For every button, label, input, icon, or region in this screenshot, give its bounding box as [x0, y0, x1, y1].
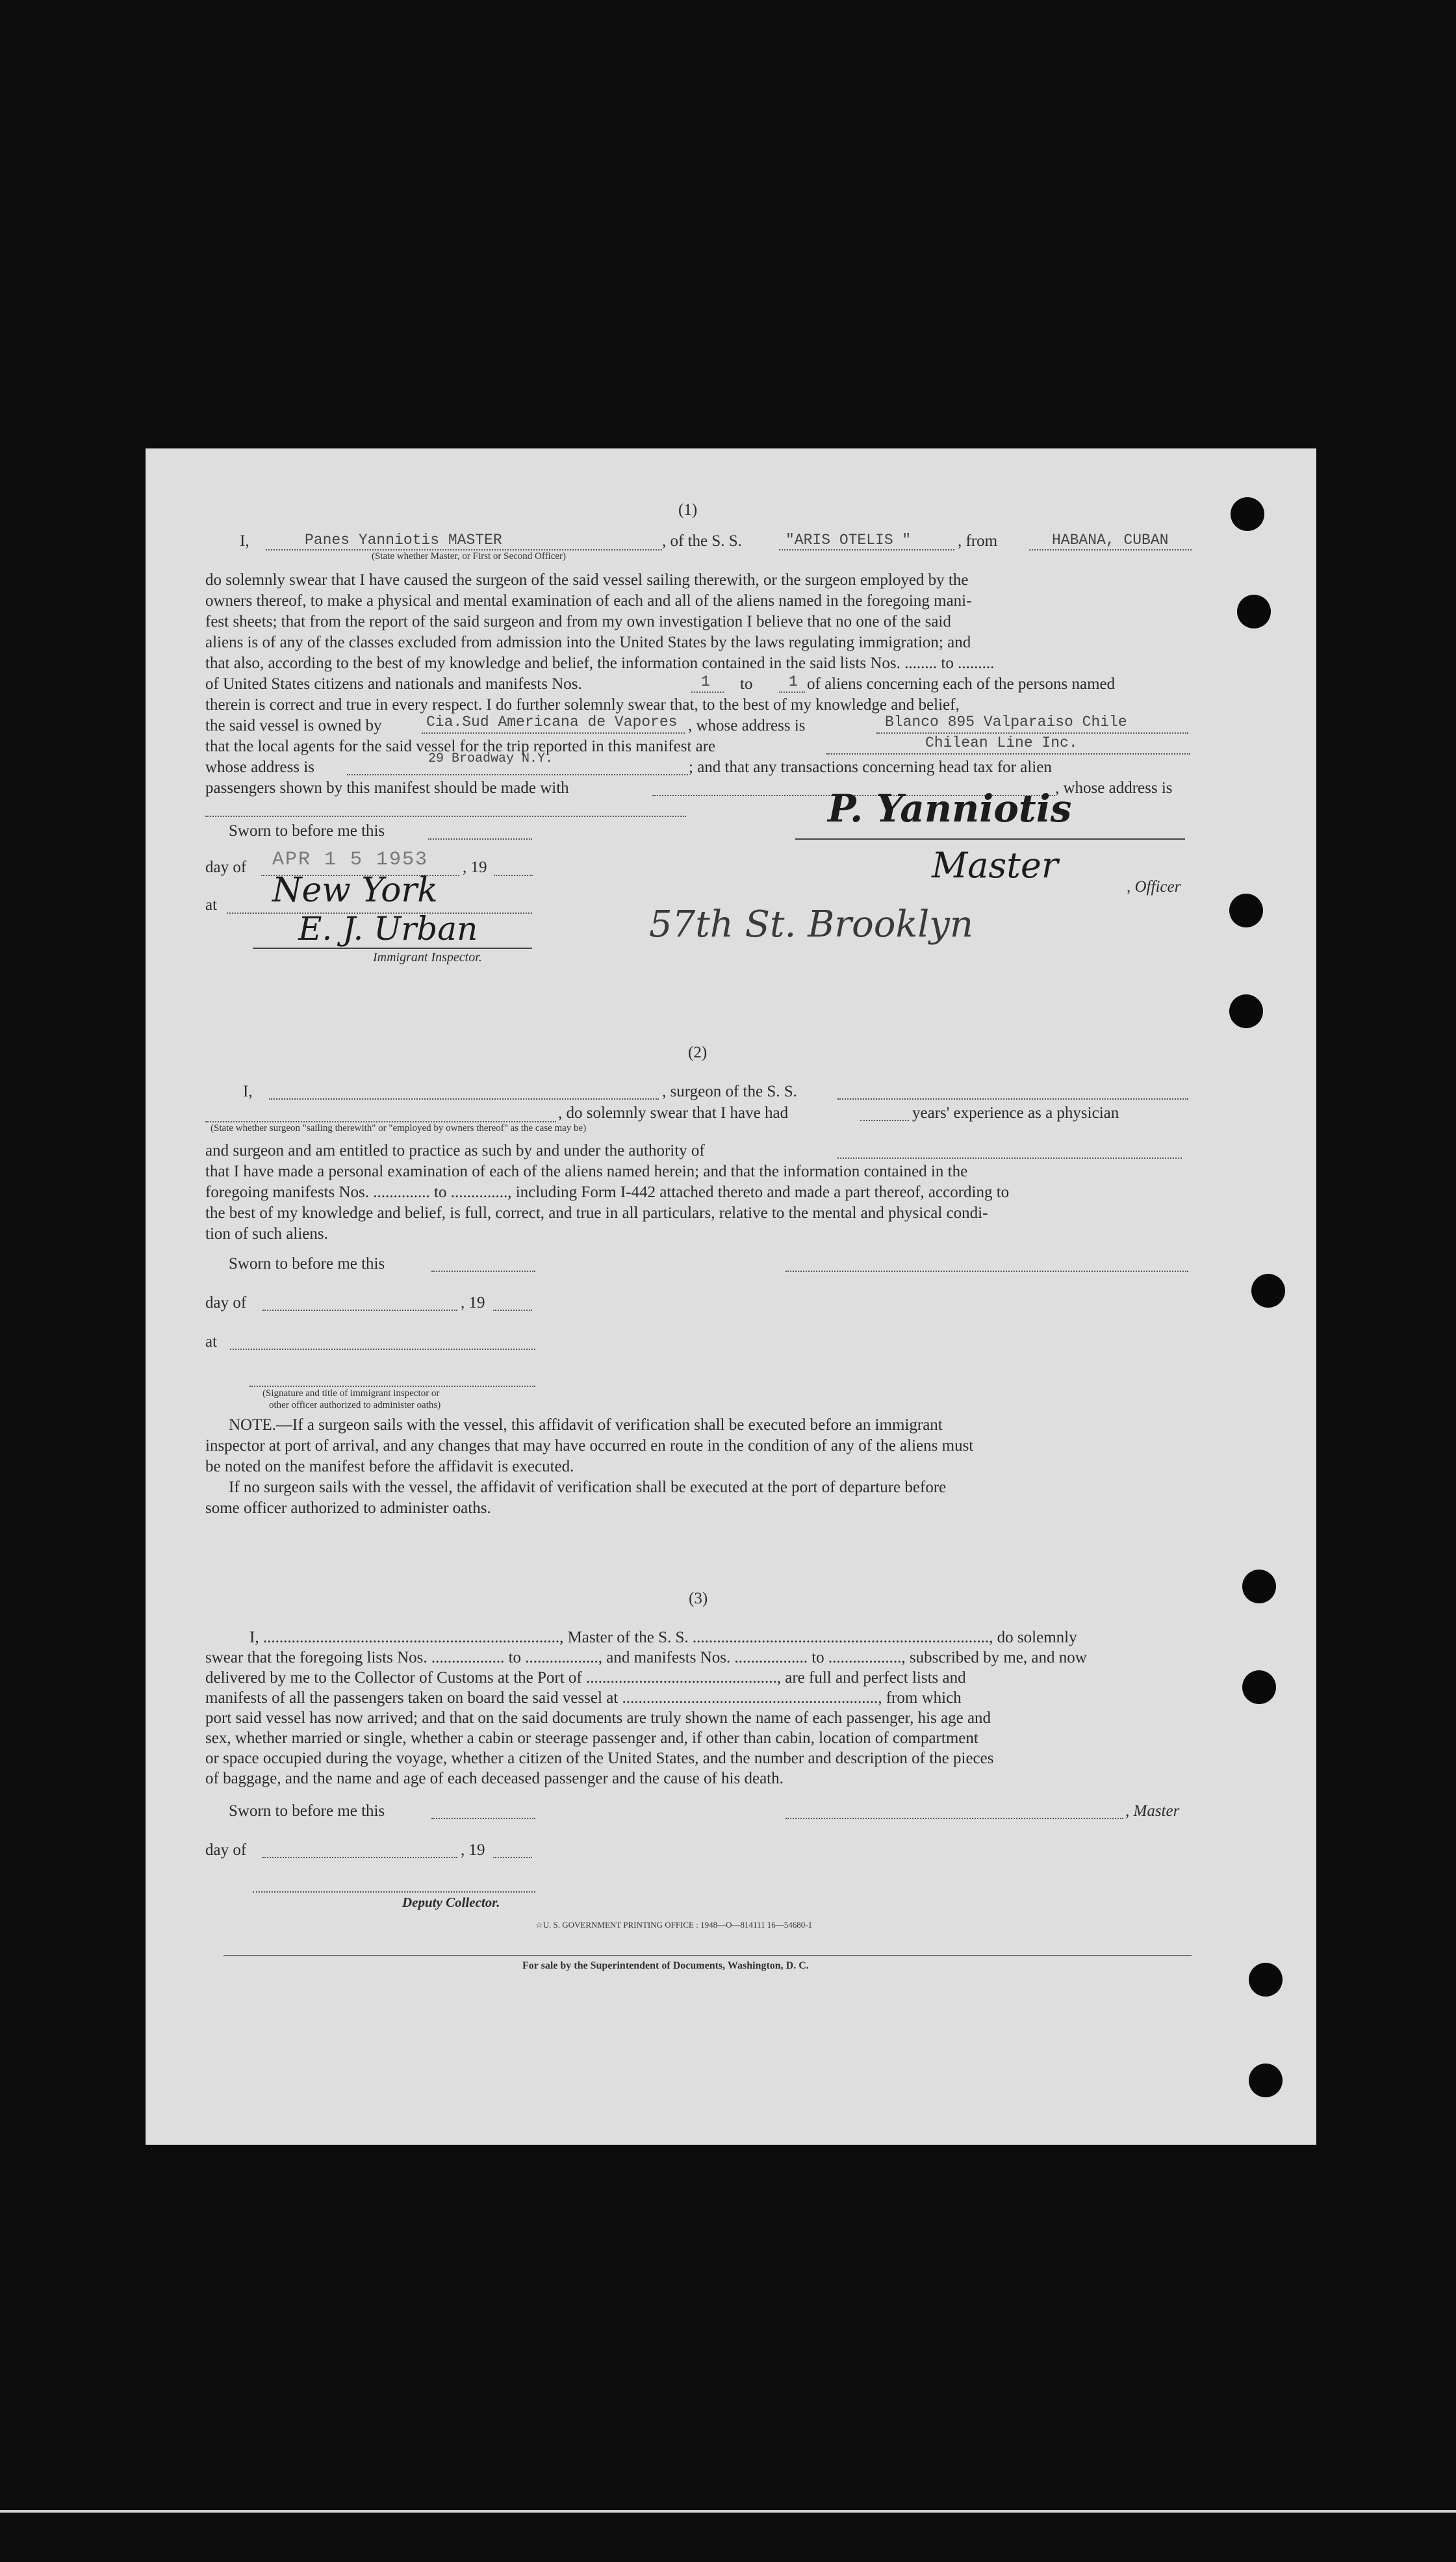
- surgeon-oath-line: the best of my knowledge and belief, is full, correct, and true in all particulars, relative to the mental and physical condi-: [205, 1204, 988, 1222]
- years-label: years' experience as a physician: [912, 1104, 1119, 1122]
- port-from: HABANA, CUBAN: [1052, 532, 1169, 549]
- punch-hole: [1249, 2064, 1283, 2097]
- section-2-caption: (State whether surgeon "sailing therewith" or "employed by owners thereof" as the case may be): [211, 1123, 587, 1133]
- surgeon-swear: , do solemnly swear that I have had: [558, 1104, 789, 1122]
- of-ss-label: , of the S. S.: [662, 532, 742, 550]
- section-1-i-label: I,: [240, 532, 249, 550]
- head-tax-text: ; and that any transactions concerning head tax for alien: [689, 758, 1052, 776]
- section-2-year-prefix: , 19: [461, 1294, 485, 1312]
- oath-line: do solemnly swear that I have caused the surgeon of the said vessel sailing therewith, or the surgeon employed by the: [205, 571, 969, 589]
- section-2-signature-line: [785, 1271, 1188, 1272]
- officer-caption: other officer authorized to administer oaths): [269, 1400, 441, 1410]
- note-line: If no surgeon sails with the vessel, the affidavit of verification shall be executed at the port of departure before: [229, 1479, 947, 1496]
- owner-address-label: , whose address is: [688, 717, 806, 734]
- vessel-line: [779, 549, 954, 550]
- section-2-officer-line: [249, 1386, 535, 1387]
- scan-edge-line: [0, 2510, 1456, 2513]
- oath-line: aliens is of any of the classes excluded from admission into the United States by the laws regulating immigration; and: [205, 634, 971, 651]
- section-3-year-prefix: , 19: [461, 1841, 485, 1859]
- section-3-day-line: [262, 1857, 457, 1858]
- oath-line: therein is correct and true in every respect. I do further solemnly swear that, to the best of my knowledge and belief,: [205, 696, 960, 714]
- collector-oath-line: or space occupied during the voyage, whether a citizen of the United States, and the number and description of the pieces: [205, 1750, 994, 1767]
- section-3-number: (3): [689, 1590, 708, 1607]
- at-label: at: [205, 896, 218, 914]
- manifest-verification-form: [146, 448, 1316, 2145]
- surgeon-oath-line: foregoing manifests Nos. .............. to .............., including Form I-442 attached thereto and made a part thereof, according to: [205, 1184, 1010, 1201]
- oath-line: owners thereof, to make a physical and mental examination of each and all of the aliens named in the foregoing mani-: [205, 592, 972, 610]
- master-signature-line: [795, 838, 1185, 840]
- manifest-from: 1: [701, 673, 710, 690]
- section-2-number: (2): [688, 1044, 708, 1061]
- agents-line: [826, 753, 1190, 755]
- collector-oath-line: port said vessel has now arrived; and that on the said documents are truly shown the name of each passenger, his age and: [205, 1709, 991, 1727]
- surgeon-oath-line: tion of such aliens.: [205, 1225, 328, 1243]
- section-2-year-line: [493, 1310, 532, 1311]
- section-2-at-line: [230, 1349, 535, 1350]
- surgeon-oath-line: and surgeon and am entitled to practice as such by and under the authority of: [205, 1142, 705, 1159]
- manifest-from-line: [691, 692, 724, 693]
- collector-oath-line: manifests of all the passengers taken on board the said vessel at ..............................................................., from which: [205, 1689, 962, 1707]
- master-name: Panes Yanniotis MASTER: [305, 532, 502, 549]
- whose-address-end: , whose address is: [1055, 779, 1173, 797]
- punch-hole: [1242, 1570, 1276, 1603]
- place-signature: New York: [272, 871, 438, 910]
- gpo-imprint: ☆U. S. GOVERNMENT PRINTING OFFICE : 1948—O—814111 16—54680-1: [535, 1920, 813, 1930]
- oath-line: that the local agents for the said vessel for the trip reported in this manifest are: [205, 738, 716, 755]
- section-1-number: (1): [678, 501, 698, 519]
- vessel-owner: Cia.Sud Americana de Vapores: [426, 714, 678, 731]
- surgeon-status-line: [205, 1121, 556, 1122]
- from-label: , from: [958, 532, 998, 550]
- oath-line: passengers shown by this manifest should be made with: [205, 779, 569, 797]
- punch-hole: [1229, 894, 1263, 927]
- collector-oath-line: delivered by me to the Collector of Customs at the Port of ..............................................., are full and perfect lists and: [205, 1669, 966, 1687]
- surgeon-name-line: [269, 1098, 659, 1100]
- officer-caption: (Signature and title of immigrant inspector or: [262, 1388, 440, 1399]
- oath-line: fest sheets; that from the report of the said surgeon and from my own investigation I believe that no one of the said: [205, 613, 951, 630]
- punch-hole: [1242, 1670, 1276, 1704]
- punch-hole: [1249, 1963, 1283, 1997]
- note-line: inspector at port of arrival, and any changes that may have occurred en route in the condition of any of the aliens must: [205, 1437, 974, 1455]
- manifest-to-line: [779, 692, 805, 693]
- surgeon-oath-line: that I have made a personal examination of each of the aliens named herein; and that the information contained in the: [205, 1163, 968, 1180]
- section-2-day-line: [262, 1310, 457, 1311]
- deputy-collector-label: Deputy Collector.: [402, 1895, 500, 1910]
- punch-hole: [1251, 1274, 1285, 1308]
- date-stamp: APR 1 5 1953: [272, 849, 429, 871]
- oath-line: whose address is: [205, 758, 315, 776]
- authority-line: [837, 1158, 1182, 1159]
- section-3-master-line: [785, 1818, 1123, 1819]
- collector-oath-line: I, ........................................................................., Master of the S. S. ........................................................................., do solemnly: [249, 1629, 1077, 1646]
- section-1-caption: (State whether Master, or First or Second Officer): [372, 551, 567, 562]
- note-line: be noted on the manifest before the affidavit is executed.: [205, 1458, 574, 1475]
- section-2-i-label: I,: [243, 1083, 253, 1100]
- owner-line: [422, 732, 685, 734]
- port-from-line: [1029, 549, 1192, 550]
- owner-address: Blanco 895 Valparaiso Chile: [885, 714, 1127, 731]
- day-of-label: day of: [205, 859, 247, 876]
- manifest-to-label: to: [740, 675, 753, 693]
- surgeon-vessel-line: [837, 1098, 1188, 1100]
- manifest-to: 1: [789, 673, 798, 690]
- oath-line: the said vessel is owned by: [205, 717, 382, 734]
- section-2-sworn: Sworn to before me this: [229, 1255, 385, 1273]
- year-line: [494, 875, 533, 876]
- section-3-sworn: Sworn to before me this: [229, 1802, 385, 1820]
- section-2-sworn-line: [431, 1271, 535, 1272]
- address-continuation-line: [205, 816, 686, 817]
- collector-oath-line: sex, whether married or single, whether a cabin or steerage passenger and, if other than cabin, location of compartment: [205, 1729, 978, 1747]
- collector-oath-line: of baggage, and the name and age of each deceased passenger and the cause of his death.: [205, 1770, 784, 1787]
- inspector-signature: E. J. Urban: [298, 910, 478, 948]
- collector-oath-line: swear that the foregoing lists Nos. .................. to .................., and manifests Nos. .................. to .................., subscribed by me, and now: [205, 1649, 1087, 1666]
- punch-hole: [1229, 994, 1263, 1028]
- officer-label: , Officer: [1127, 878, 1181, 896]
- section-3-year-line: [493, 1857, 532, 1858]
- master-title-handwritten: Master: [932, 845, 1058, 886]
- sworn-label: Sworn to before me this: [229, 822, 385, 840]
- year-prefix: , 19: [463, 859, 487, 876]
- address-handwritten: 57th St. Brooklyn: [649, 903, 973, 946]
- sale-note: For sale by the Superintendent of Documents, Washington, D. C.: [522, 1960, 809, 1971]
- section-2-day-of: day of: [205, 1294, 247, 1312]
- section-3-master-label: , Master: [1125, 1802, 1180, 1820]
- sworn-line: [428, 838, 532, 840]
- agents-address: 29 Broadway N.Y.: [428, 751, 554, 766]
- agents-address-line: [347, 774, 688, 775]
- manifest-tail: of aliens concerning each of the persons named: [807, 675, 1116, 693]
- section-3-day-of: day of: [205, 1841, 247, 1859]
- master-name-line: [266, 549, 662, 550]
- footer-rule: [224, 1955, 1192, 1956]
- vessel-name: "ARIS OTELIS ": [785, 532, 912, 549]
- punch-hole: [1231, 497, 1264, 531]
- oath-line: that also, according to the best of my knowledge and belief, the information contained in the said lists Nos. ........ to .........: [205, 654, 995, 672]
- section-3-sworn-line: [431, 1818, 535, 1819]
- owner-address-line: [876, 732, 1188, 734]
- note-line: NOTE.—If a surgeon sails with the vessel, this affidavit of verification shall be executed before an immigrant: [229, 1416, 943, 1434]
- punch-hole: [1237, 595, 1271, 628]
- inspector-label: Immigrant Inspector.: [373, 950, 482, 964]
- master-signature: P. Yanniotis: [828, 786, 1072, 831]
- oath-line: of United States citizens and nationals and manifests Nos.: [205, 675, 582, 693]
- note-line: some officer authorized to administer oaths.: [205, 1499, 491, 1517]
- surgeon-of-label: , surgeon of the S. S.: [662, 1083, 797, 1100]
- local-agents: Chilean Line Inc.: [925, 734, 1078, 751]
- years-line: [860, 1120, 909, 1121]
- section-2-at: at: [205, 1333, 218, 1351]
